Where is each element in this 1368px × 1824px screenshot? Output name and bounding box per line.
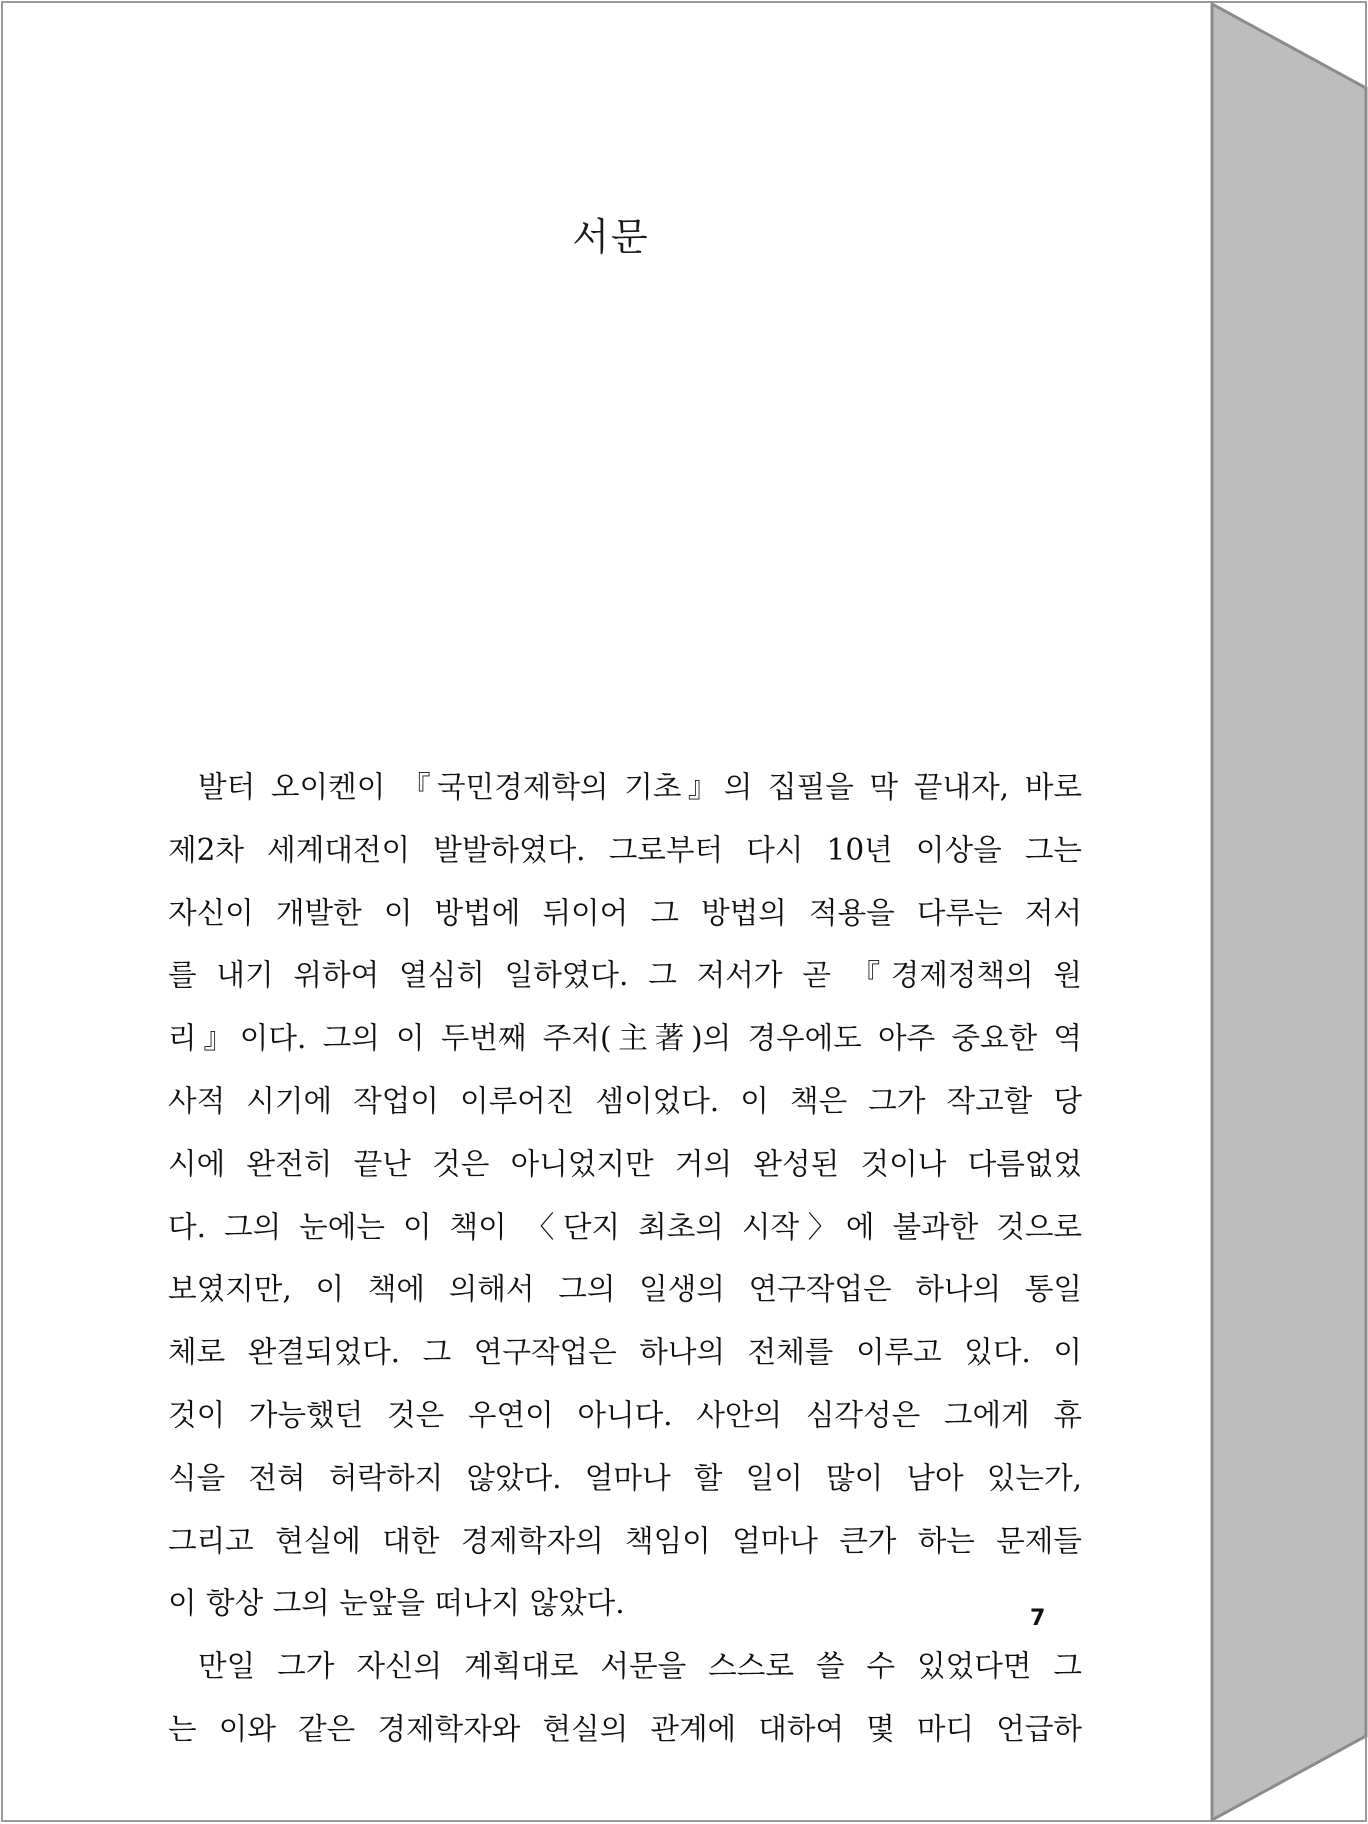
text-line: 그리고 현실에 대한 경제학자의 책임이 얼마나 큰가 하는 문제들 bbox=[168, 1523, 1082, 1558]
text-line: 체로 완결되었다. 그 연구작업은 하나의 전체를 이루고 있다. 이 bbox=[168, 1335, 1082, 1370]
text-line: 제2차 세계대전이 발발하였다. 그로부터 다시 10년 이상을 그는 bbox=[168, 832, 1082, 867]
page-number: 7 bbox=[1030, 1606, 1046, 1631]
text-line: 사적 시기에 작업이 이루어진 셈이었다. 이 책은 그가 작고할 당 bbox=[168, 1083, 1082, 1118]
text-line: 자신이 개발한 이 방법에 뒤이어 그 방법의 적용을 다루는 저서 bbox=[168, 895, 1082, 930]
text-line: 이 항상 그의 눈앞을 떠나지 않았다. bbox=[168, 1586, 625, 1621]
text-line: 발터 오이켄이 『국민경제학의 기초』의 집필을 막 끝내자, 바로 bbox=[198, 770, 1082, 804]
body-text bbox=[168, 756, 1082, 1761]
text-line: 를 내기 위하여 열심히 일하였다. 그 저서가 곧 『경제정책의 원 bbox=[168, 958, 1082, 993]
text-line: 것이 가능했던 것은 우연이 아니다. 사안의 심각성은 그에게 휴 bbox=[168, 1397, 1082, 1432]
text-line: 다. 그의 눈에는 이 책이 〈단지 최초의 시작〉에 불과한 것으로 bbox=[168, 1209, 1082, 1244]
text-line: 식을 전혀 허락하지 않았다. 얼마나 할 일이 많이 남아 있는가, bbox=[168, 1460, 1082, 1495]
text-line: 보였지만, 이 책에 의해서 그의 일생의 연구작업은 하나의 통일 bbox=[168, 1272, 1082, 1307]
page-title: 서문 bbox=[572, 215, 650, 259]
text-line: 만일 그가 자신의 계획대로 서문을 스스로 쓸 수 있었다면 그 bbox=[198, 1649, 1082, 1684]
text-line: 는 이와 같은 경제학자와 현실의 관계에 대하여 몇 마디 언급하 bbox=[168, 1711, 1082, 1746]
text-line: 리』이다. 그의 이 두번째 주저(主著)의 경우에도 아주 중요한 역 bbox=[168, 1021, 1082, 1056]
text-line: 시에 완전히 끝난 것은 아니었지만 거의 완성된 것이나 다름없었 bbox=[168, 1146, 1082, 1181]
